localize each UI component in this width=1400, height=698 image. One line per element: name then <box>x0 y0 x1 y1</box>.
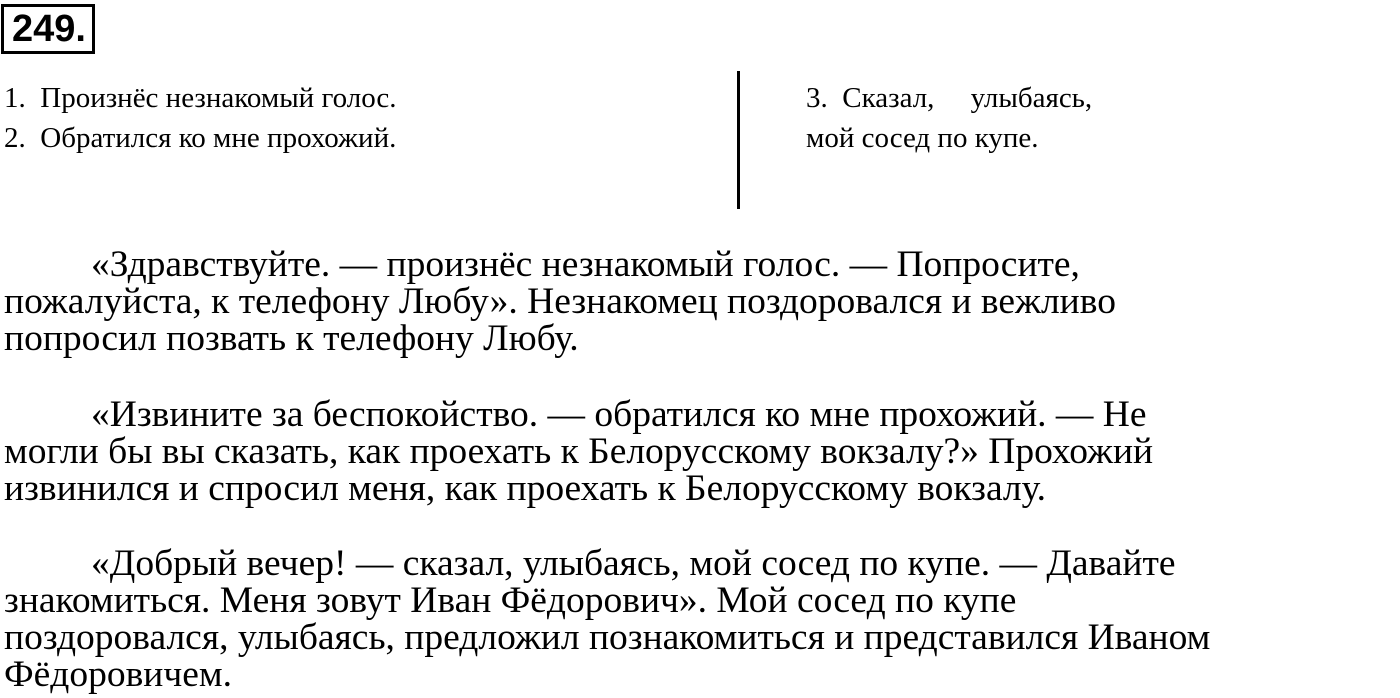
task-item-1: 1. Произнёс незнакомый голос. <box>4 82 397 114</box>
answer-paragraph-1: «Здравствуйте. — произнёс незнакомый голос. — Попросите, пожалуйста, к телефону Любу». Незнакомец поздоровался и вежливо попросил позвать к телефону Любу. <box>4 244 1116 359</box>
task-item-3: 3. Сказал, улыбаясь, <box>806 82 1093 114</box>
exercise-number: 249. <box>1 4 95 54</box>
task-item-2: 2. Обратился ко мне прохожий. <box>4 122 397 154</box>
answer-paragraph-2: «Извините за беспокойство. — обратился ко мне прохожий. — Не могли бы вы сказать, как проехать к Белорусскому вокзалу?» Прохожий извинился и спросил меня, как проехать к Белорусскому вокзалу. <box>4 394 1154 509</box>
task-list-right <box>806 78 1092 158</box>
task-list-left <box>4 78 397 158</box>
column-divider <box>737 71 740 209</box>
answer-paragraph-3: «Добрый вечер! — сказал, улыбаясь, мой сосед по купе. — Давайте знакомиться. Меня зовут Иван Фёдорович». Мой сосед по купе поздоровался, улыбаясь, предложил познакомиться и представился Иваном Фёдоровичем. <box>4 543 1211 695</box>
task-item-3-continuation: мой сосед по купе. <box>806 122 1039 154</box>
